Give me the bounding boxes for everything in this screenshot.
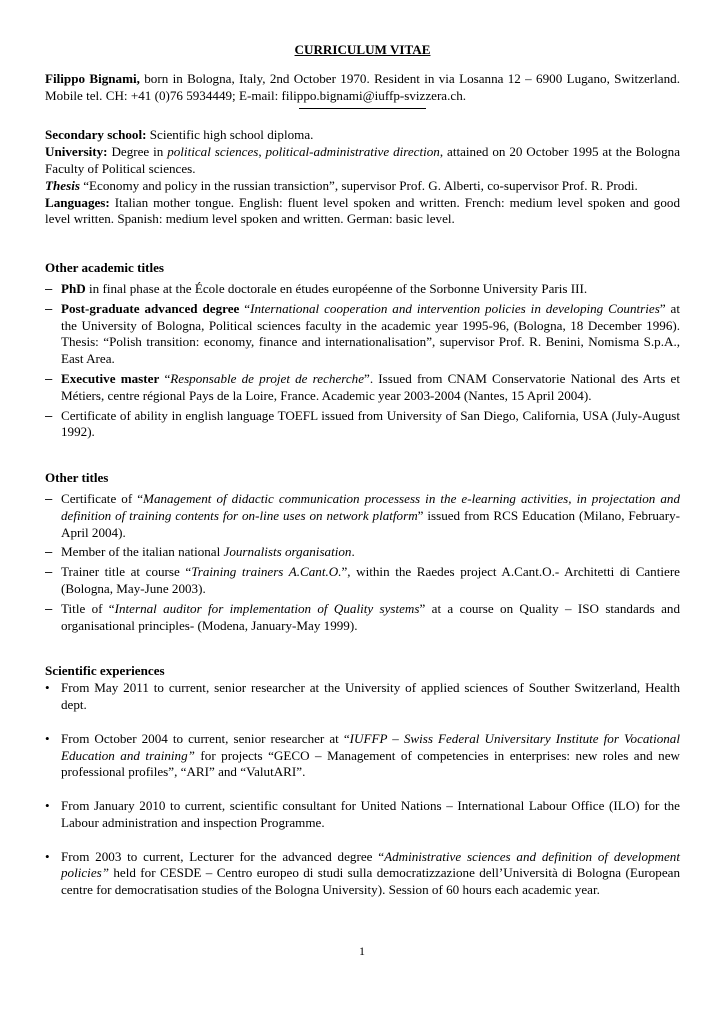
dash-marker: – [45, 544, 53, 560]
secondary-text: Scientific high school diploma. [146, 127, 314, 143]
item-text: Certificate of ability in english language TOEFL issued from University of San Diego, California, USA (July-August 1992). [61, 407, 680, 440]
list-item [45, 680, 680, 714]
university-text-3: , attained on 20 October 1995 at the Bologna Faculty of Political sciences. [45, 144, 681, 176]
item-bold: PhD [61, 280, 86, 296]
item-italic: Journalists organisation [223, 544, 352, 560]
dash-marker: – [45, 564, 53, 580]
item-text: for projects “GECO – Management of competencies in enterprises: new roles and new professional profiles”, “ARI” and “ValutARI”. [61, 747, 680, 780]
academic-titles-list [45, 281, 680, 441]
list-item [45, 731, 680, 781]
secondary-school [45, 127, 680, 144]
item-italic: Internal auditor for implementation of Quality systems [114, 600, 420, 616]
bullet-marker: • [45, 848, 50, 864]
document-title: CURRICULUM VITAE [294, 42, 431, 57]
secondary-label: Secondary school: [45, 127, 147, 143]
dash-marker: – [45, 280, 53, 296]
item-text: From January 2010 to current, scientific consultant for United Nations – International Labour Office (ILO) for the Labour administration and inspection Programme. [61, 798, 680, 830]
item-text: held for CESDE – Centro europeo di studi sulla democratizzazione dell’Università di Bologna (European centre for democratisation studies of the Bologna University). Session of 60 hours each academic year. [61, 865, 680, 898]
list-item [45, 371, 680, 405]
dash-marker: – [45, 370, 53, 386]
list-item [45, 301, 680, 368]
university-text-1: Degree in [107, 144, 168, 160]
thesis-text: “Economy and policy in the russian transiction”, supervisor Prof. G. Alberti, co-supervisor Prof. R. Prodi. [79, 177, 638, 193]
other-titles-list [45, 491, 680, 634]
thesis-label: Thesis [45, 177, 80, 193]
section-heading-academic: Other academic titles [45, 260, 165, 276]
section-heading-other-titles: Other titles [45, 470, 109, 486]
item-text: Member of the italian national [61, 544, 224, 560]
bullet-marker: • [45, 680, 50, 696]
dash-marker: – [45, 490, 53, 506]
item-text: ” at the University of Bologna, Political sciences faculty in the academic year 1995-96, (Bologna, 18 December 1996). Thesis: “Polish transition: economy, finance and internationalisation”, supervisor Prof. R. Benini, Nomisma S.p.A., East Area. [61, 300, 680, 367]
list-item [45, 408, 680, 442]
university-direction: political-administrative direction [265, 144, 440, 160]
item-text: “ [239, 300, 251, 316]
item-text: Certificate of “ [61, 490, 144, 506]
item-bold: Executive master [61, 370, 160, 386]
item-text: From May 2011 to current, senior researcher at the University of applied sciences of Souther Switzerland, Health dept. [61, 680, 680, 712]
languages-text: Italian mother tongue. English: fluent level spoken and written. French: medium level spoken and good level written. Spanish: medium level spoken and written. German: basic level. [45, 194, 680, 227]
item-text: ”. Issued from CNAM Conservatorie National des Arts et Métiers, centre régional Pays de la Loire, France. Academic year 2003-2004 (Nantes, 15 April 2004). [61, 370, 681, 403]
item-italic: Management of didactic communication processess in the e-learning activities, in projectation and definition of training contents for on-line uses on network platform [61, 490, 680, 523]
dash-marker: – [45, 600, 53, 616]
bullet-marker: • [45, 730, 50, 746]
list-item [45, 564, 680, 598]
item-italic: Responsable de projet de recherche [170, 370, 365, 386]
item-italic: International cooperation and intervention policies in developing Countries [250, 300, 660, 316]
languages [45, 195, 680, 229]
item-text: ” issued from RCS Education (Milano, February-April 2004). [61, 507, 681, 540]
item-text: “ [159, 370, 171, 386]
personal-details: born in Bologna, Italy, 2nd October 1970. Resident in via Losanna 12 – 6900 Lugano, Switzerland. Mobile tel. CH: +41 (0)76 5934449; E-mail: filippo.bignami@iuffp-svizzera.ch. [45, 70, 680, 103]
section-heading-scientific: Scientific experiences [45, 663, 165, 679]
item-text: From October 2004 to current, senior researcher at “ [61, 730, 350, 746]
list-item [45, 281, 680, 298]
list-item [45, 601, 680, 635]
personal-info [45, 71, 680, 105]
page-number: 1 [359, 944, 365, 958]
item-italic: IUFFP – Swiss Federal Universitary Institute for Vocational Education and training” [61, 730, 680, 763]
item-text: ”, within the Raedes project A.Cant.O.- Architetti di Cantiere (Bologna, May-June 2003). [61, 564, 680, 596]
thesis [45, 178, 680, 195]
list-item [45, 798, 680, 832]
dash-marker: – [45, 407, 53, 423]
cv-document [45, 42, 680, 899]
item-italic: Administrative sciences and definition of development policies” [61, 848, 680, 881]
item-text: Trainer title at course “ [61, 564, 192, 580]
education-block [45, 127, 680, 228]
item-text: Title of “ [61, 600, 115, 616]
university-field: political sciences [167, 144, 259, 160]
item-italic: Training trainers A.Cant.O. [191, 564, 342, 580]
bullet-marker: • [45, 798, 50, 814]
scientific-experiences-list [45, 680, 680, 899]
languages-label: Languages: [45, 194, 110, 210]
item-bold: Post-graduate advanced degree [61, 300, 240, 316]
university-text-2: , [258, 144, 266, 160]
person-name: Filippo Bignami, [45, 70, 140, 86]
item-text: ” at a course on Quality – ISO standards and organisational principles- (Modena, January-May 1999). [61, 600, 680, 633]
item-text: in final phase at the École doctorale en études européenne of the Sorbonne University Paris III. [85, 280, 588, 296]
dash-marker: – [45, 300, 53, 316]
list-item [45, 849, 680, 899]
university-label: University: [45, 144, 108, 160]
list-item [45, 544, 680, 561]
item-text: From 2003 to current, Lecturer for the advanced degree “ [61, 848, 385, 864]
list-item [45, 491, 680, 541]
item-text: . [351, 544, 355, 560]
university [45, 144, 680, 178]
